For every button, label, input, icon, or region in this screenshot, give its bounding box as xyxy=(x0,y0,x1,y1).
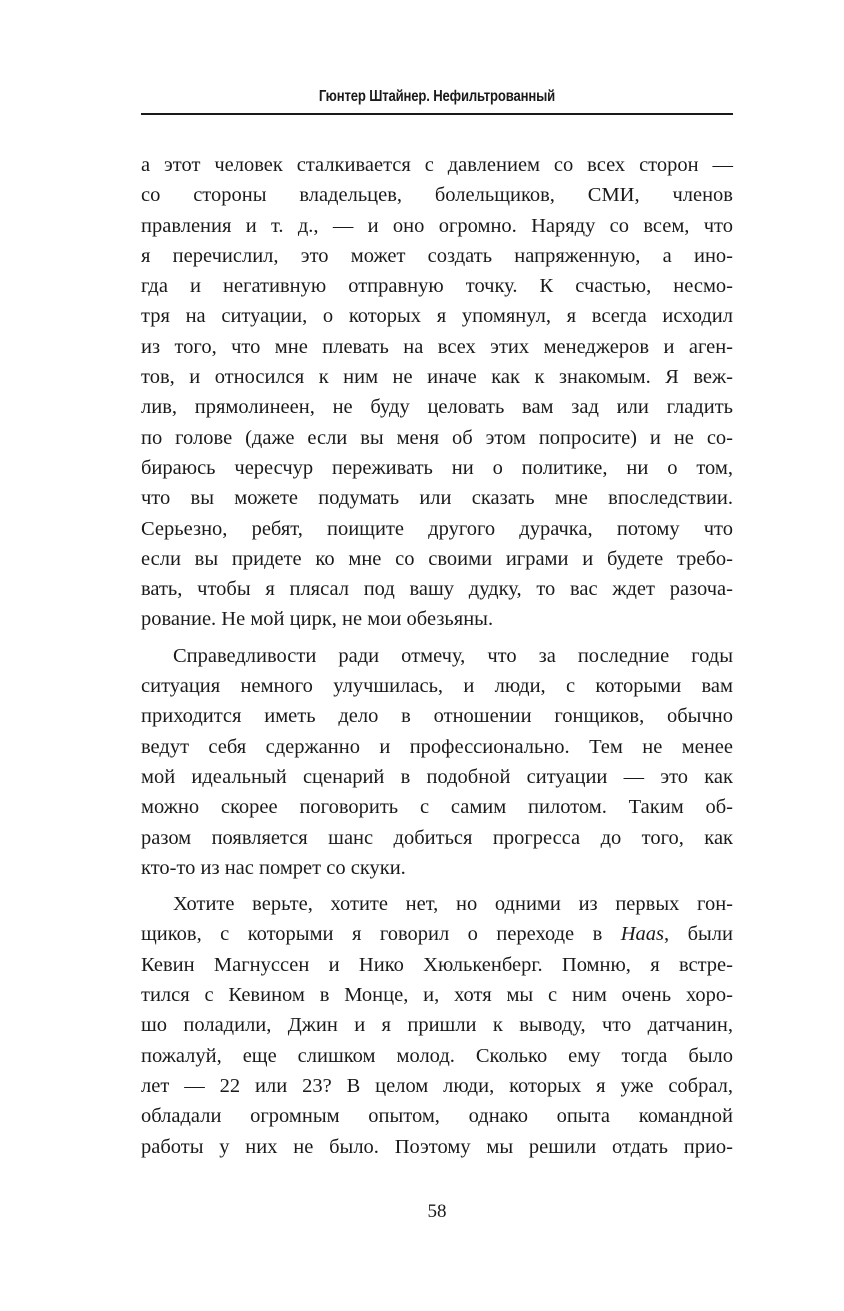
text-line: тов, и относился к ним не иначе как к знакомым. Я веж- xyxy=(141,366,733,389)
body-text xyxy=(141,150,733,1162)
text-line: шо поладили, Джин и я пришли к выводу, что датчанин, xyxy=(141,1014,733,1037)
text-line: Серьезно, ребят, поищите другого дурачка, потому что xyxy=(141,517,733,540)
text-line: я перечислил, это может создать напряженную, а ино- xyxy=(141,244,733,267)
text-line: что вы можете подумать или сказать мне впоследствии. xyxy=(141,487,733,510)
text-line: можно скорее поговорить с самим пилотом. Таким об- xyxy=(141,796,733,819)
text-line: Хотите верьте, хотите нет, но одними из первых гон- xyxy=(173,893,733,916)
italic-team-name: Haas xyxy=(620,923,665,946)
text-line: тря на ситуации, о которых я упомянул, я всегда исходил xyxy=(141,305,733,328)
text-line: по голове (даже если вы меня об этом попросите) и не со- xyxy=(141,426,733,449)
text-line: пожалуй, еще слишком молод. Сколько ему тогда было xyxy=(141,1044,733,1067)
running-head-title: Гюнтер Штайнер. Нефильтрованный xyxy=(318,88,556,105)
text-line: обладали огромным опытом, однако опыта командной xyxy=(141,1105,733,1128)
text-line: гда и негативную отправную точку. К счастью, несмо- xyxy=(141,275,733,298)
text-line-end: , были xyxy=(664,923,734,946)
header-rule xyxy=(141,113,733,115)
text-line: рование. Не мой цирк, не мои обезьяны. xyxy=(141,608,494,631)
text-line: ситуация немного улучшилась, и люди, с которыми вам xyxy=(141,675,733,698)
text-line: если вы придете ко мне со своими играми и будете требо- xyxy=(141,547,733,570)
text-line: а этот человек сталкивается с давлением со всех сторон — xyxy=(141,154,733,176)
page-number: 58 xyxy=(427,1201,447,1222)
text-line: со стороны владельцев, болельщиков, СМИ, членов xyxy=(141,184,733,207)
text-line-start: щиков, с которыми я говорил о переходе в xyxy=(141,923,621,946)
text-line: лет — 22 или 23? В целом люди, которых я уже собрал, xyxy=(141,1074,733,1097)
text-line-with-italic xyxy=(141,919,733,949)
text-line: тился с Кевином в Монце, и, хотя мы с ним очень хоро- xyxy=(141,984,733,1007)
text-line: работы у них не было. Поэтому мы решили отдать прио- xyxy=(141,1135,733,1158)
text-line: из того, что мне плевать на всех этих менеджеров и аген- xyxy=(141,335,733,358)
text-line: вать, чтобы я плясал под вашу дудку, то вас ждет разоча- xyxy=(141,578,733,601)
text-line: бираюсь чересчур переживать ни о политике, ни о том, xyxy=(141,456,733,479)
text-line: Кевин Магнуссен и Нико Хюлькенберг. Помню, я встре- xyxy=(141,953,733,976)
text-line: приходится иметь дело в отношении гонщиков, обычно xyxy=(141,705,733,728)
text-line: разом появляется шанс добиться прогресса до того, как xyxy=(141,826,733,849)
text-line: ведут себя сдержанно и профессионально. Тем не менее xyxy=(141,735,733,758)
text-line: Справедливости ради отмечу, что за последние годы xyxy=(173,644,733,667)
text-line: кто-то из нас помрет со скуки. xyxy=(141,856,406,879)
text-line: мой идеальный сценарий в подобной ситуации — это как xyxy=(141,765,733,788)
text-line: лив, прямолинеен, не буду целовать вам зад или гладить xyxy=(141,396,733,419)
text-line: правления и т. д., — и оно огромно. Наряду со всем, что xyxy=(141,214,733,237)
